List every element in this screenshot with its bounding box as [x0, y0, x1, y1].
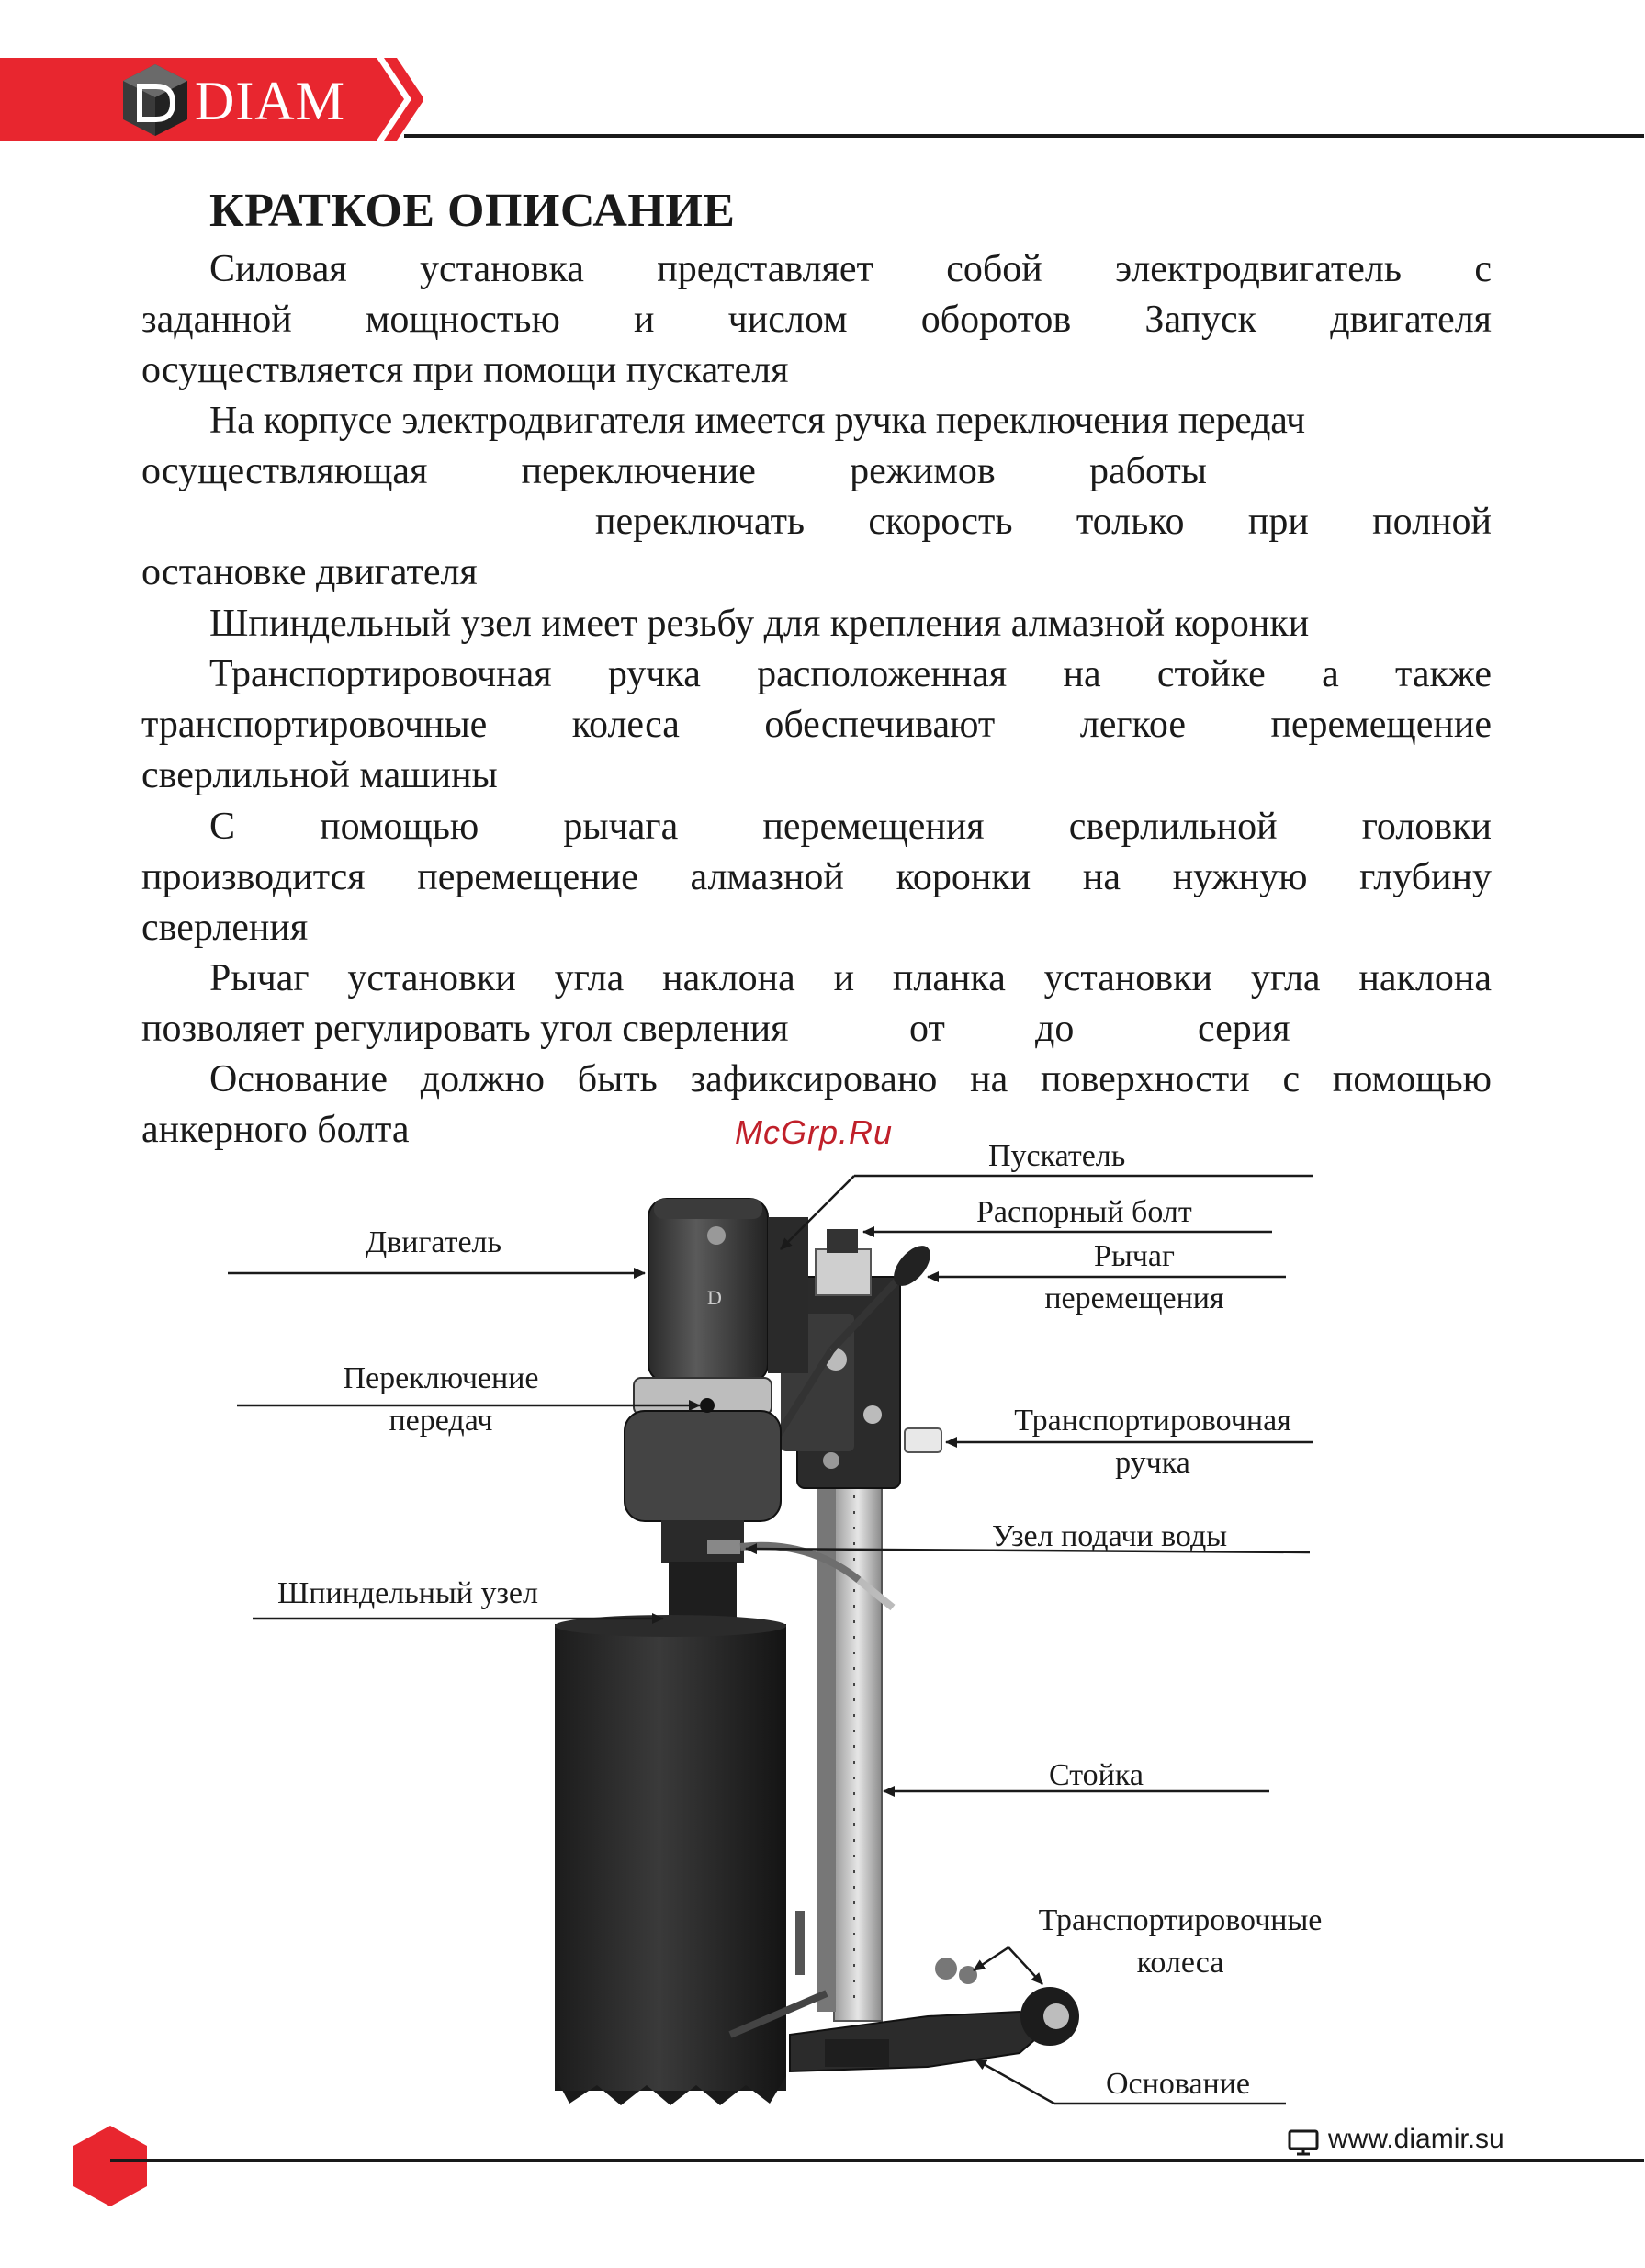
text-fragment: от — [909, 1008, 945, 1050]
label-line: передач — [389, 1404, 493, 1438]
label-base: Основание — [1106, 2067, 1251, 2101]
label-motor: Двигатель — [366, 1225, 502, 1259]
monitor-icon — [1288, 2129, 1319, 2157]
text-line: заданной мощностью и числом оборотов Запуск двигателя — [141, 299, 1492, 341]
label-line: перемещения — [1044, 1281, 1224, 1315]
label-gear-switch — [303, 1358, 579, 1442]
text-fragment: позволяет регулировать угол сверления — [141, 1008, 789, 1050]
wheels-shape — [1020, 1987, 1079, 2046]
text-line: транспортировочные колеса обеспечивают легкое перемещение — [141, 704, 1492, 746]
text-line: остановке двигателя — [141, 551, 478, 593]
label-line: ручка — [1115, 1446, 1190, 1480]
label-column: Стойка — [1049, 1758, 1144, 1792]
text-line: Основание должно быть зафиксировано на поверхности с помощью — [209, 1058, 1492, 1100]
label-transport-handle — [983, 1400, 1323, 1484]
text-line: На корпусе электродвигателя имеется ручка переключения передач — [209, 400, 1305, 442]
hexagon-page-marker — [72, 2124, 149, 2208]
column-shape — [817, 1396, 882, 2021]
label-spindle: Шпиндельный узел — [277, 1576, 538, 1610]
label-water-feed: Узел подачи воды — [992, 1519, 1228, 1553]
text-line: сверления — [141, 907, 309, 949]
text-line: Рычаг установки угла наклона и планка установки угла наклона — [209, 957, 1492, 999]
text-line: Силовая установка представляет собой электродвигатель с — [209, 248, 1492, 290]
text-line: Транспортировочная ручка расположенная на стойке а также — [209, 653, 1492, 695]
label-line: Транспортировочная — [1014, 1404, 1291, 1438]
text-line: производится перемещение алмазной коронки на нужную глубину — [141, 856, 1492, 898]
label-line: Рычаг — [1094, 1239, 1175, 1273]
text-line: анкерного болта — [141, 1109, 410, 1151]
watermark-text: McGrp.Ru — [735, 1113, 894, 1151]
label-feed-lever — [1010, 1236, 1258, 1320]
label-line: Переключение — [343, 1361, 539, 1395]
text-line: сверлильной машины — [141, 754, 498, 796]
label-line: колеса — [1136, 1946, 1224, 1980]
motor-shape — [625, 1199, 808, 1521]
footer-rule — [110, 2159, 1644, 2162]
core-bit-shape — [555, 1615, 786, 2105]
label-spacer-bolt: Распорный болт — [976, 1195, 1192, 1229]
motor-logo-mark: D — [707, 1286, 722, 1309]
text-line: осуществляется при помощи пускателя — [141, 349, 789, 391]
leader-wheels — [974, 1947, 1008, 1970]
footer-url: www.diamir.su — [1328, 2124, 1504, 2154]
label-line: Транспортировочные — [1038, 1903, 1323, 1937]
text-line: Шпиндельный узел имеет резьбу для крепления алмазной коронки — [209, 603, 1310, 645]
text-line: С помощью рычага перемещения сверлильной головки — [209, 806, 1492, 848]
label-starter: Пускатель — [988, 1139, 1126, 1173]
text-line: переключать скорость только при полной — [595, 501, 1492, 543]
page-title: КРАТКОЕ ОПИСАНИЕ — [209, 185, 736, 237]
spindle-shape — [661, 1520, 744, 1626]
brand-name: DIAM — [195, 71, 345, 131]
label-wheels — [1010, 1900, 1350, 1984]
text-line-inner: осуществляющая переключение режимов работы — [141, 450, 1207, 492]
text-fragment: до — [1035, 1008, 1075, 1050]
text-fragment: серия — [1198, 1008, 1290, 1050]
